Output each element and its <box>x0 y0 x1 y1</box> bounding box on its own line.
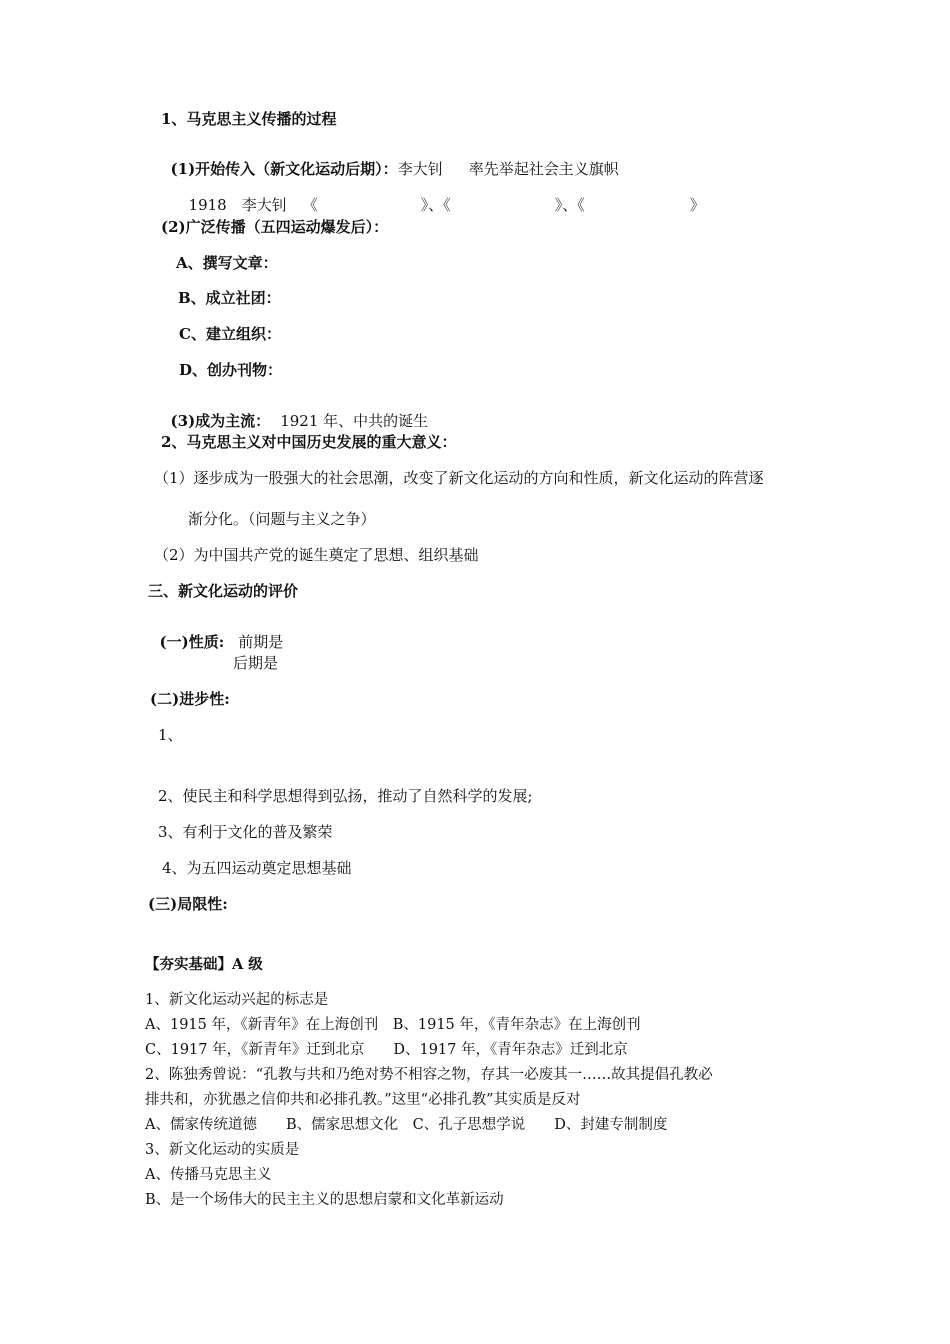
text-progress-1: 1、 <box>158 726 183 744</box>
label-wide-spread: (2)广泛传播（五四运动爆发后）： <box>161 218 389 236</box>
bracket-sep-1: 》、《 <box>420 196 451 214</box>
label-found-publications: D、创办刊物： <box>179 361 283 379</box>
question-3-option-b: B、是一个场伟大的民主主义的思想启蒙和文化革新运动 <box>145 1192 504 1208</box>
bracket-close: 》 <box>689 196 705 214</box>
label-write-articles: A、撰写文章： <box>176 254 278 272</box>
question-3: 3、新文化运动的实质是 <box>145 1142 300 1158</box>
text-progress-2: 2、使民主和科学思想得到弘扬，推动了自然科学的发展; <box>158 787 533 805</box>
label-mainstream: (3)成为主流： <box>170 412 271 430</box>
question-1-options-ab: A、1915 年，《新青年》在上海创刊 B、1915 年，《青年杂志》在上海创刊 <box>145 1017 641 1033</box>
label-found-societies: B、成立社团： <box>178 289 281 307</box>
section-heading-significance: 2、马克思主义对中国历史发展的重大意义： <box>161 433 457 451</box>
question-3-option-a: A、传播马克思主义 <box>145 1167 272 1183</box>
text-later-stage: 后期是 <box>233 654 279 672</box>
text-progress-3: 3、有利于文化的普及繁荣 <box>158 823 333 841</box>
question-2-line-2: 排共和，亦犹愚之信仰共和必排孔教。”这里“必排孔教”其实质是反对 <box>145 1092 581 1108</box>
question-1: 1、新文化运动兴起的标志是 <box>145 992 329 1008</box>
text-significance-2: （2）为中国共产党的诞生奠定了思想、组织基础 <box>154 546 479 564</box>
section-heading-evaluation: 三、新文化运动的评价 <box>148 582 299 600</box>
text-li-dazhao-2: 李大钊 <box>241 196 287 214</box>
line-mainstream <box>161 399 428 429</box>
text-early-stage: 前期是 <box>238 633 284 651</box>
text-progress-4: 4、为五四运动奠定思想基础 <box>162 859 352 877</box>
text-significance-1-cont: 渐分化。（问题与主义之争） <box>188 510 376 528</box>
text-li-dazhao: 李大钊 <box>397 160 443 178</box>
bracket-sep-2: 》、《 <box>554 196 585 214</box>
question-2-options: A、儒家传统道德 B、儒家思想文化 C、孔子思想学说 D、封建专制制度 <box>145 1117 668 1133</box>
label-build-organizations: C、建立组织： <box>179 325 281 343</box>
bracket-open-1: 《 <box>302 196 318 214</box>
text-raise-flag: 率先举起社会主义旗帜 <box>468 160 619 178</box>
line-start-introduction <box>161 147 619 177</box>
label-nature: (一)性质: <box>159 633 225 651</box>
text-year-1918: 1918 <box>188 196 227 214</box>
line-1918-articles <box>179 183 705 213</box>
question-2-line-1: 2、陈独秀曾说：“孔教与共和乃绝对势不相容之物，存其一必废其一……故其提倡孔教必 <box>145 1067 713 1083</box>
label-progressiveness: (二)进步性: <box>150 690 230 708</box>
text-1921-cpc: 1921 年、中共的诞生 <box>280 412 429 430</box>
question-1-options-cd: C、1917 年，《新青年》迁到北京 D、1917 年，《青年杂志》迁到北京 <box>145 1042 628 1058</box>
line-nature <box>150 620 283 650</box>
label-limitations: (三)局限性: <box>148 895 228 913</box>
text-significance-1: （1）逐步成为一股强大的社会思潮，改变了新文化运动的方向和性质，新文化运动的阵营逐 <box>154 469 764 487</box>
exercise-heading: 【夯实基础】A 级 <box>145 956 263 973</box>
section-heading-marxism-spread: 1、马克思主义传播的过程 <box>161 110 337 128</box>
label-start-introduction: (1)开始传入（新文化运动后期）： <box>170 160 398 178</box>
